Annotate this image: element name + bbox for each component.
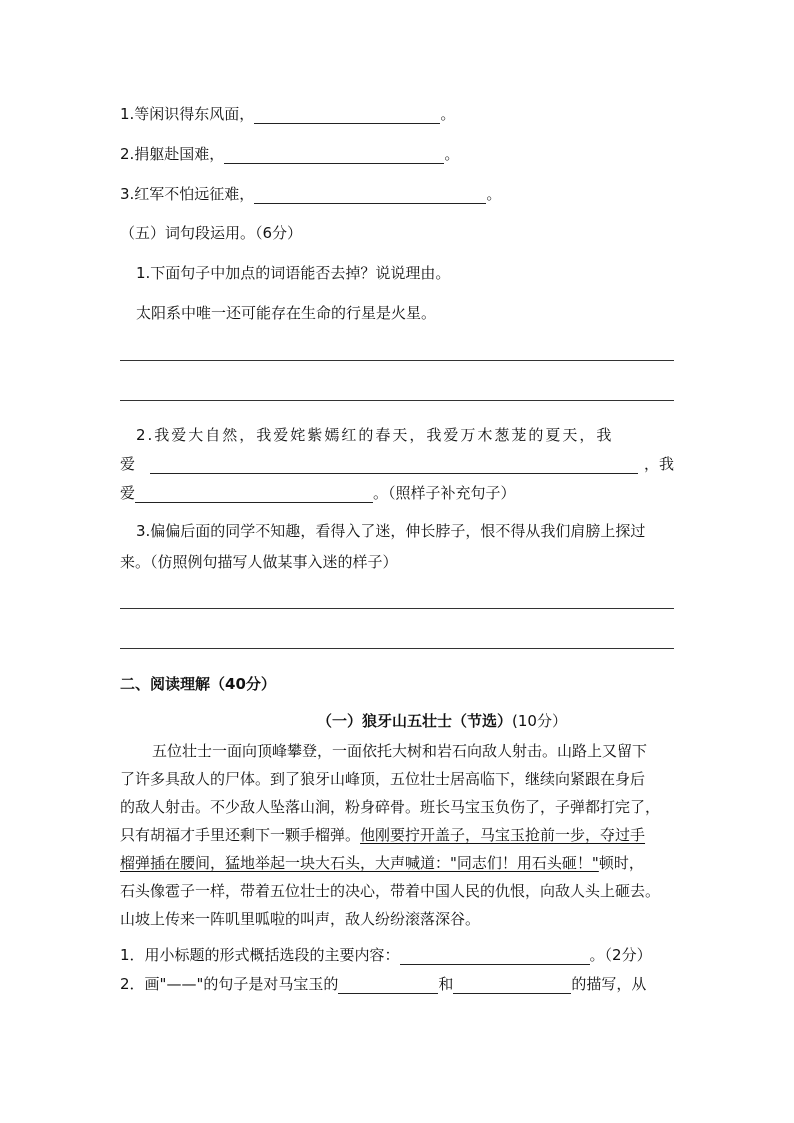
fill-blank-1: [120, 104, 455, 124]
passage-line-3: 的敌人射击。不少敌人坠落山涧，粉身碎骨。班长马宝玉负伤了，子弹都打完了，: [120, 798, 661, 816]
answer-line[interactable]: [120, 360, 674, 361]
passage-line-4: [120, 825, 645, 845]
fill-blank-3-prefix: 3.红军不怕远征难，: [120, 185, 255, 203]
answer-blank[interactable]: [254, 107, 440, 124]
question-5-2-line-1: [120, 425, 674, 445]
question-text: 。（2分）: [589, 946, 652, 964]
question-text: 2．画"——"的句子是对马宝玉的: [120, 975, 339, 993]
answer-blank[interactable]: [254, 187, 486, 204]
passage-text: 只有胡福才手里还剩下一颗手榴弹。: [120, 826, 361, 844]
answer-line[interactable]: [120, 400, 674, 401]
answer-blank[interactable]: [150, 457, 638, 474]
fill-blank-3-suffix: 。: [486, 185, 502, 203]
fill-blank-2-prefix: 2.捐躯赴国难，: [120, 145, 225, 163]
fill-blank-2-suffix: 。: [444, 145, 460, 163]
reading-question-1: [120, 945, 652, 965]
passage-score: (10分）: [512, 712, 567, 730]
passage-line-5: [120, 853, 644, 873]
question-5-2-line-3: [120, 483, 516, 503]
section-5-title: （五）词句段运用。（6分）: [120, 224, 303, 242]
passage-title: （一）狼牙山五壮士（节选）: [317, 712, 513, 730]
passage-line-7: 山坡上传来一阵叽里呱啦的叫声，敌人纷纷滚落深谷。: [120, 910, 481, 928]
section-2-title: 二、阅读理解（40分）: [120, 675, 276, 693]
answer-line[interactable]: [120, 608, 674, 609]
reading-question-2: [120, 974, 646, 994]
question-5-2-line-2: [120, 454, 674, 474]
question-5-2-text: 。（照样子补充句子）: [373, 484, 516, 502]
fill-blank-3: [120, 184, 501, 204]
passage-title-row: [317, 711, 567, 731]
answer-blank[interactable]: [338, 977, 438, 994]
question-5-1: 1.下面句子中加点的词语能否去掉？说说理由。: [136, 264, 451, 282]
question-5-2-text: 爱: [120, 455, 136, 473]
answer-line[interactable]: [120, 648, 674, 649]
fill-blank-1-suffix: 。: [440, 105, 456, 123]
question-5-3-line-1: 3.偏偏后面的同学不知趣，看得入了迷，伸长脖子，恨不得从我们肩膀上探过: [136, 522, 646, 540]
question-5-2-text: ，我: [643, 455, 674, 473]
fill-blank-2: [120, 144, 459, 164]
underlined-sentence: 榴弹插在腰间，猛地举起一块大石头，大声喊道："同志们！用石头砸！": [120, 854, 599, 872]
passage-line-1: 五位壮士一面向顶峰攀登，一面依托大树和岩石向敌人射击。山路上又留下: [152, 742, 648, 760]
question-text: 的描写，从: [571, 975, 647, 993]
fill-blank-1-prefix: 1.等闲识得东风面，: [120, 105, 255, 123]
question-text: 和: [438, 975, 454, 993]
question-5-1-sentence: 太阳系中唯一还可能存在生命的行星是火星。: [136, 304, 437, 322]
passage-line-6: 石头像雹子一样，带着五位壮士的决心，带着中国人民的仇恨，向敌人头上砸去。: [120, 882, 661, 900]
answer-blank[interactable]: [224, 147, 444, 164]
question-5-2-text: 爱: [120, 484, 136, 502]
question-5-3-line-2: 来。（仿照例句描写人做某事入迷的样子）: [120, 553, 398, 571]
question-5-2-text: 2.我爱大自然，我爱姹紫嫣红的春天，我爱万木葱茏的夏天，我: [136, 426, 614, 444]
question-text: 1．用小标题的形式概括选段的主要内容：: [120, 946, 400, 964]
passage-line-2: 了许多具敌人的尸体。到了狼牙山峰顶，五位壮士居高临下，继续向紧跟在身后: [120, 770, 646, 788]
underlined-sentence: 他刚要拧开盖子，马宝玉抢前一步，夺过手: [360, 826, 646, 844]
answer-blank[interactable]: [135, 486, 373, 503]
answer-blank[interactable]: [400, 948, 590, 965]
answer-blank[interactable]: [453, 977, 571, 994]
passage-text: 顿时，: [598, 854, 644, 872]
